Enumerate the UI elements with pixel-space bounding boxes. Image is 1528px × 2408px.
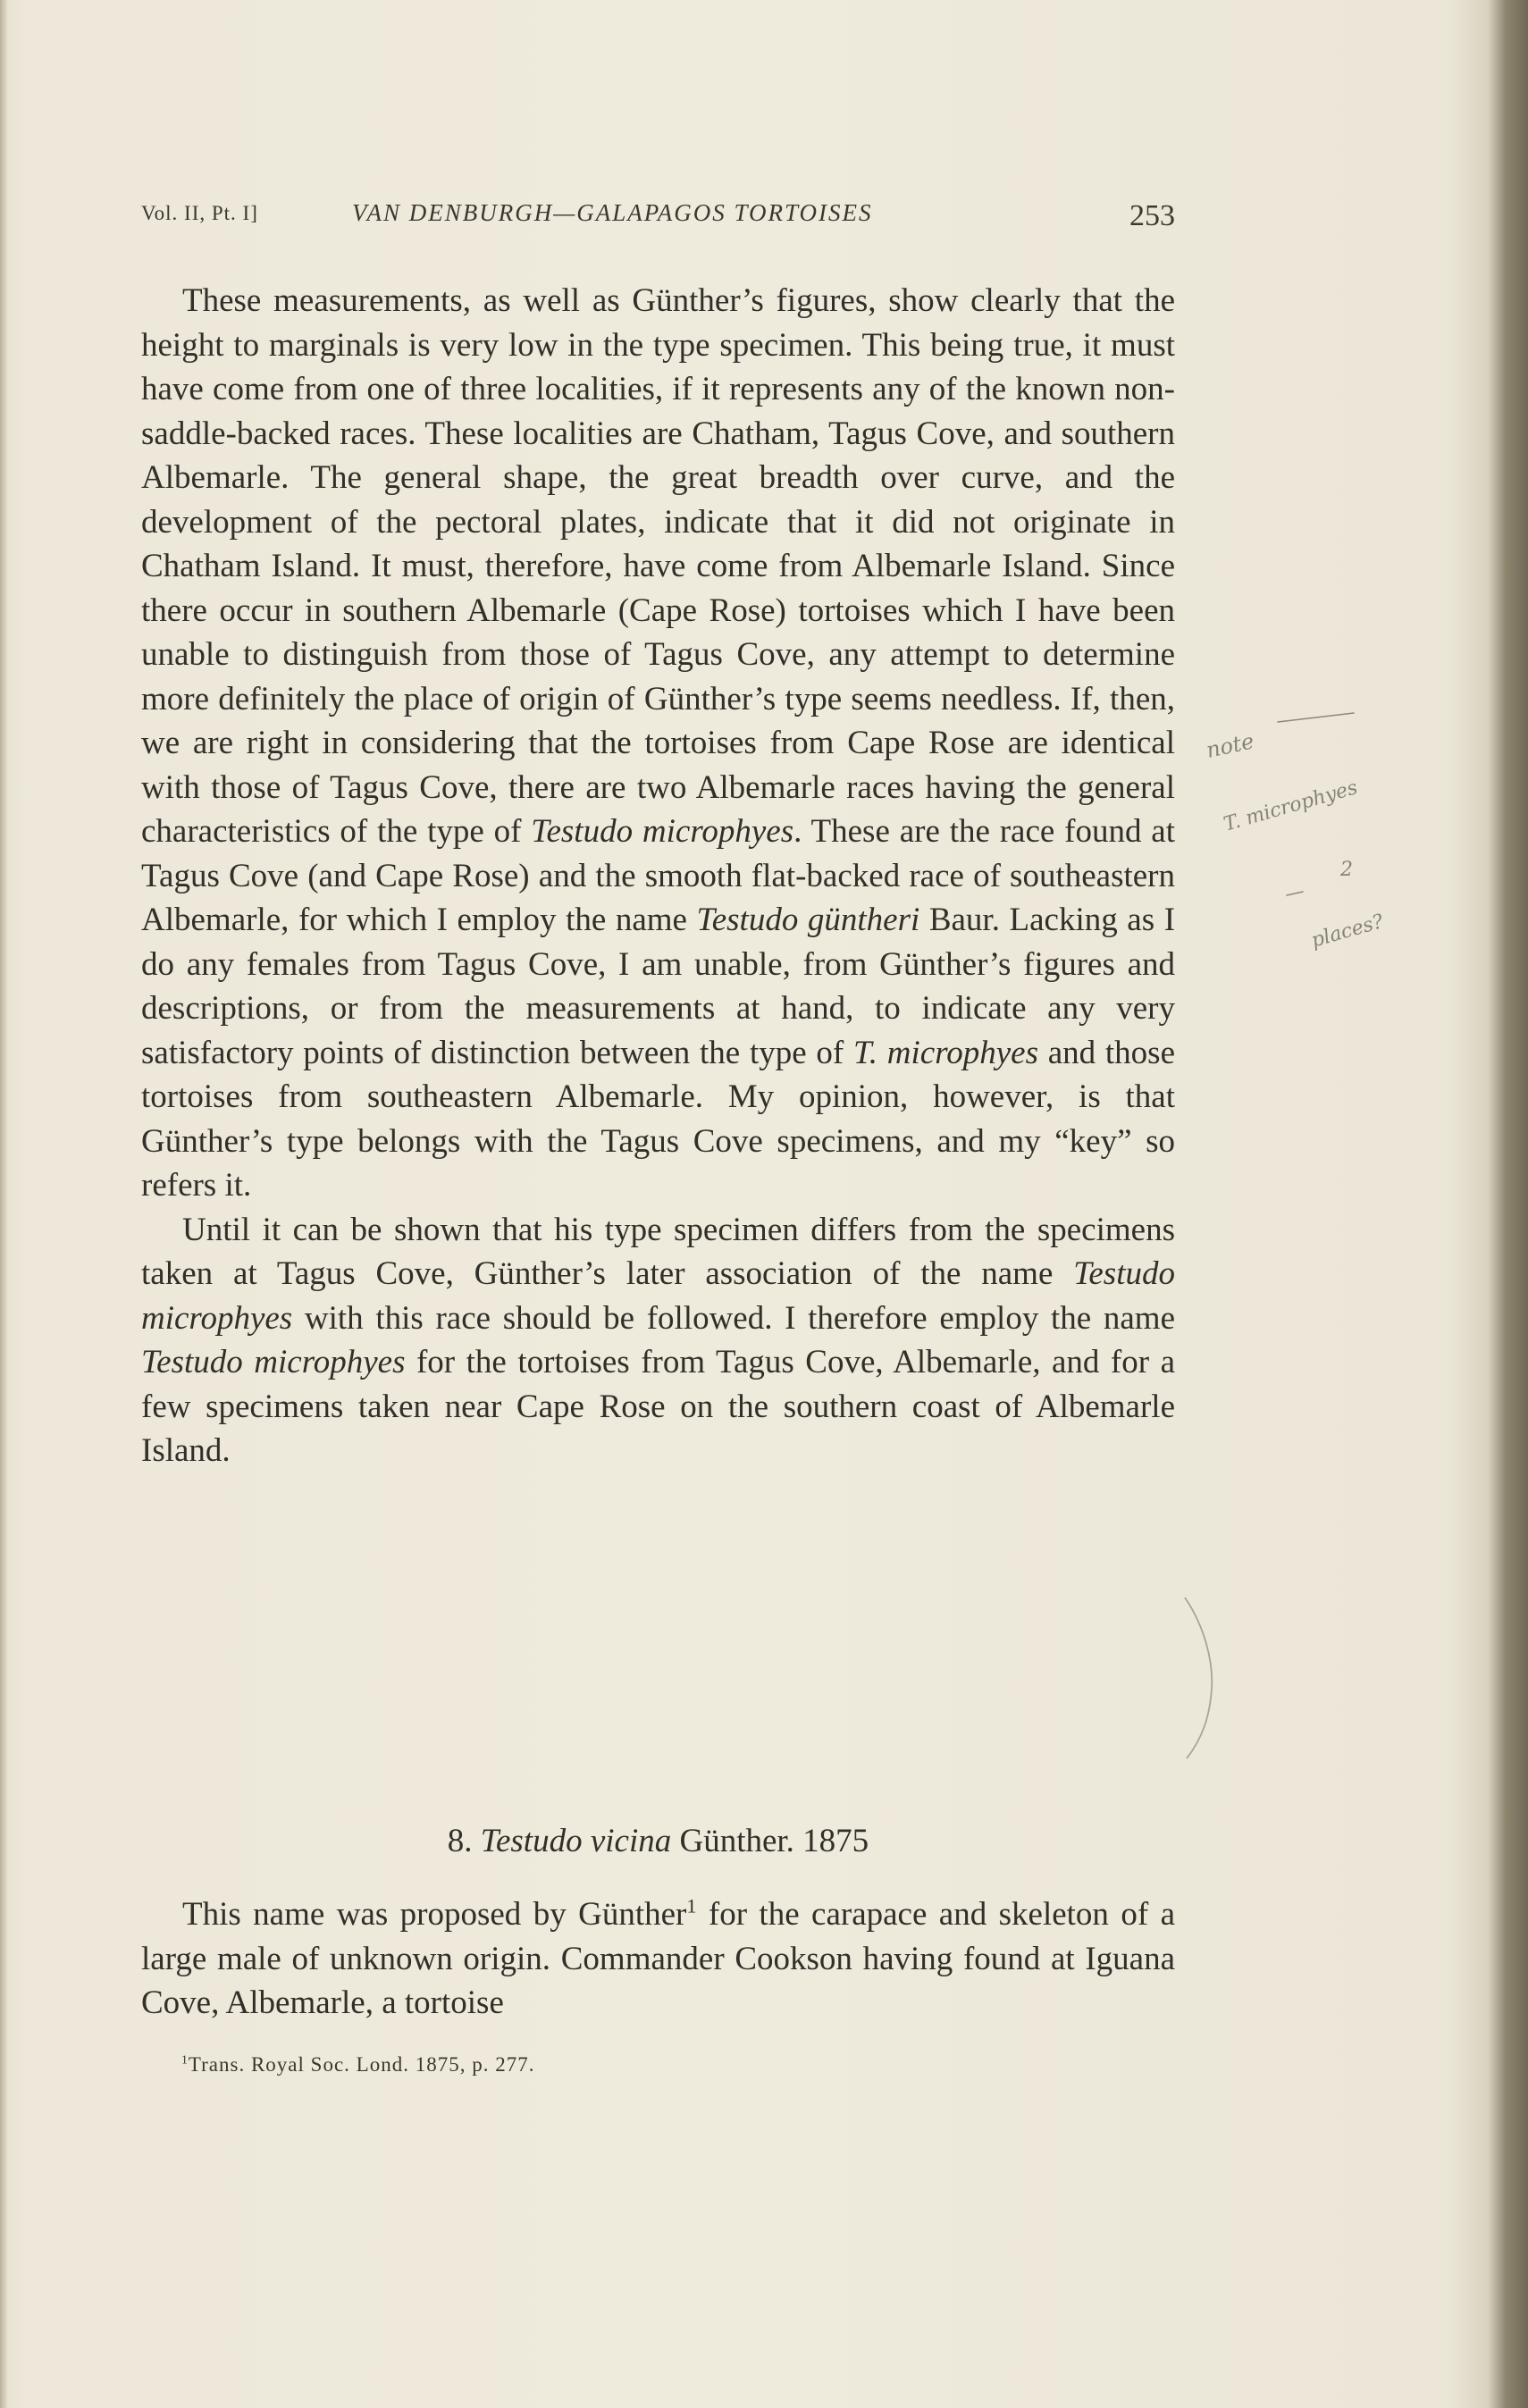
handwritten-note: 2 <box>1340 859 1353 881</box>
section-author-year: Günther. 1875 <box>679 1823 869 1859</box>
species-name: Testudo microphyes <box>141 1344 406 1380</box>
paragraph <box>141 1208 1175 1473</box>
paragraph-text: . These are the race found at Tagus Cove (and Cape Rose) and the smooth flat-backed race of southeastern Albemarle, for which I employ the name <box>141 813 1176 938</box>
footnote <box>181 2053 534 2077</box>
margin-pencil-mark <box>1287 892 1303 895</box>
paragraph-text: for the carapace and skeleton of a large male of unknown origin. Commander Cookson having found at Iguana Cove, Albemarle, a tortoise <box>141 1896 1175 2021</box>
section-species-name: Testudo vicina <box>480 1823 672 1859</box>
paragraph-text: with this race should be followed. I therefore employ the name <box>292 1299 1175 1337</box>
page-left-edge <box>0 0 7 2408</box>
species-name: Testudo microphyes <box>531 813 794 850</box>
species-name: T. microphyes <box>852 1034 1038 1071</box>
footnote-text: Trans. Royal Soc. Lond. 1875, p. 277. <box>188 2053 535 2076</box>
paragraph <box>141 1892 1175 2026</box>
species-name: Testudo güntheri <box>696 902 920 938</box>
footnote-marker: 1 <box>181 2052 189 2067</box>
section-heading <box>141 1819 1175 1864</box>
handwritten-margin-notes <box>1180 697 1448 965</box>
paragraph-text: for the tortoises from Tagus Cove, Albemarle, and for a few specimens taken near Cape Rose on the southern coast of Albemarle Island. <box>141 1344 1175 1469</box>
handwritten-note: note <box>1204 728 1256 763</box>
paragraph-text: This name was proposed by Günther <box>182 1896 687 1933</box>
page-number: 253 <box>1129 199 1175 232</box>
margin-pencil-mark <box>1278 713 1354 722</box>
running-head-volume: Vol. II, Pt. I] <box>141 202 258 224</box>
paragraph-text: Baur. Lacking as I do any females from Tagus Cove, I am unable, from Günther’s figures and descriptions, or from the measurements at hand, to indicate any very satisfactory points of distinction between the type of <box>141 902 1176 1071</box>
paragraph <box>141 279 1175 1208</box>
running-head-title: VAN DENBURGH—GALAPAGOS TORTOISES <box>352 199 873 226</box>
species-name: Testudo microphyes <box>141 1255 1175 1337</box>
paragraph-text: and those tortoises from southeastern Albemarle. My opinion, however, is that Günther’s type belongs with the Tagus Cove specimens, and my “key” so refers it. <box>141 1034 1175 1204</box>
running-head <box>141 190 1175 244</box>
footnote-reference: 1 <box>686 1894 697 1917</box>
section-number: 8. <box>447 1823 473 1859</box>
handwritten-note: places? <box>1308 910 1387 952</box>
margin-bracket-mark <box>1178 1590 1222 1769</box>
handwritten-note: T. microphyes <box>1221 776 1361 836</box>
paragraph-text: These measurements, as well as Günther’s figures, show clearly that the height to marginals is very low in the type specimen. This being true, it must have come from one of three localities, if it represents any of the known non-saddle-backed races. These localities are Chatham, Tagus Cove, and southern Albemarle. The general shape, the great breadth over curve, and the development of the pectoral plates, indicate that it did not originate in Chatham Island. It must, therefore, have come from Albemarle Island. Since there occur in southern Albemarle (Cape Rose) tortoises which I have been unable to distinguish from those of Tagus Cove, any attempt to determine more definitely the place of origin of Günther’s type seems needless. If, then, we are right in considering that the tortoises from Cape Rose are identical with those of Tagus Cove, there are two Albemarle races having the general characteristics of the type of <box>141 282 1175 850</box>
paragraph-text: Until it can be shown that his type specimen differs from the specimens taken at Tagus Cove, Günther’s later association of the name <box>141 1211 1175 1292</box>
body-text <box>141 279 1175 1473</box>
